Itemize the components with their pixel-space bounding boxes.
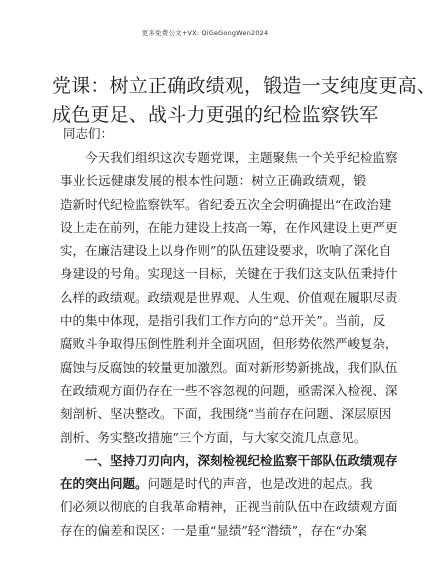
document-body — [60, 146, 398, 542]
title-line-1: 党课：树立正确政绩观，锻造一支纯度更高、 — [52, 75, 436, 97]
section-1-heading — [60, 449, 398, 472]
body-line: 中的集中体现，是指引我们工作方向的“总开关”。当前，反 — [60, 313, 386, 329]
body-line: 么样的政绩观。政绩观是世界观、人生观、价值观在履职尽责 — [60, 289, 398, 305]
body-line: 刻剖析、坚决整改。下面，我围绕“当前存在问题、深层原因 — [60, 406, 392, 422]
section-1-line: 们必须以彻底的自我革命精神，正视当前队伍中在政绩观方面 — [60, 499, 398, 515]
body-line: 今天我们组织这次专题党课，主题聚焦一个关乎纪检监察 — [85, 150, 398, 165]
document-title — [52, 72, 436, 130]
body-line: 在政绩观方面仍存在一些不容忽视的问题，亟需深入检视、深 — [60, 382, 398, 398]
body-line: 造新时代纪检监察铁军。省纪委五次全会明确提出“在政治建 — [60, 196, 392, 212]
body-line: 事业长远健康发展的根本性问题：树立正确政绩观，锻 — [60, 173, 366, 189]
body-line: 实，在廉洁建设上以身作则”的队伍建设要求，吹响了深化自 — [60, 243, 392, 259]
header-note: 更多免费公文+VX: QiGeGongWen2024 — [141, 29, 269, 37]
salutation: 同志们： — [63, 126, 114, 141]
body-line: 腐败斗争取得压倒性胜利并全面巩固，但形势依然严峻复杂， — [60, 336, 398, 352]
body-line: 腐蚀与反腐蚀的较量更加激烈。面对新形势新挑战，我们队伍 — [60, 359, 398, 375]
section-1-heading-part-1: 一、坚持刀刃向内，深刻检视纪检监察干部队伍政绩观存 — [85, 452, 398, 468]
section-1-line-rest: 问题是时代的声音，也是改进的起点。我 — [147, 476, 373, 492]
body-line: 设上走在前列，在能力建设上技高一筹，在作风建设上更严更 — [60, 219, 398, 235]
body-line: 剖析、务实整改措施”三个方面，与大家交流几点意见。 — [60, 429, 367, 445]
section-1-heading-part-2: 在的突出问题。 — [60, 476, 148, 492]
body-line: 身建设的号角。实现这一目标，关键在于我们这支队伍秉持什 — [60, 266, 398, 282]
title-line-2: 成色更足、战斗力更强的纪检监察铁军 — [52, 104, 379, 126]
section-1-line — [60, 472, 373, 495]
section-1-line: 存在的偏差和误区：一是重“显绩”轻“潜绩”，存在“办案 — [60, 522, 367, 538]
